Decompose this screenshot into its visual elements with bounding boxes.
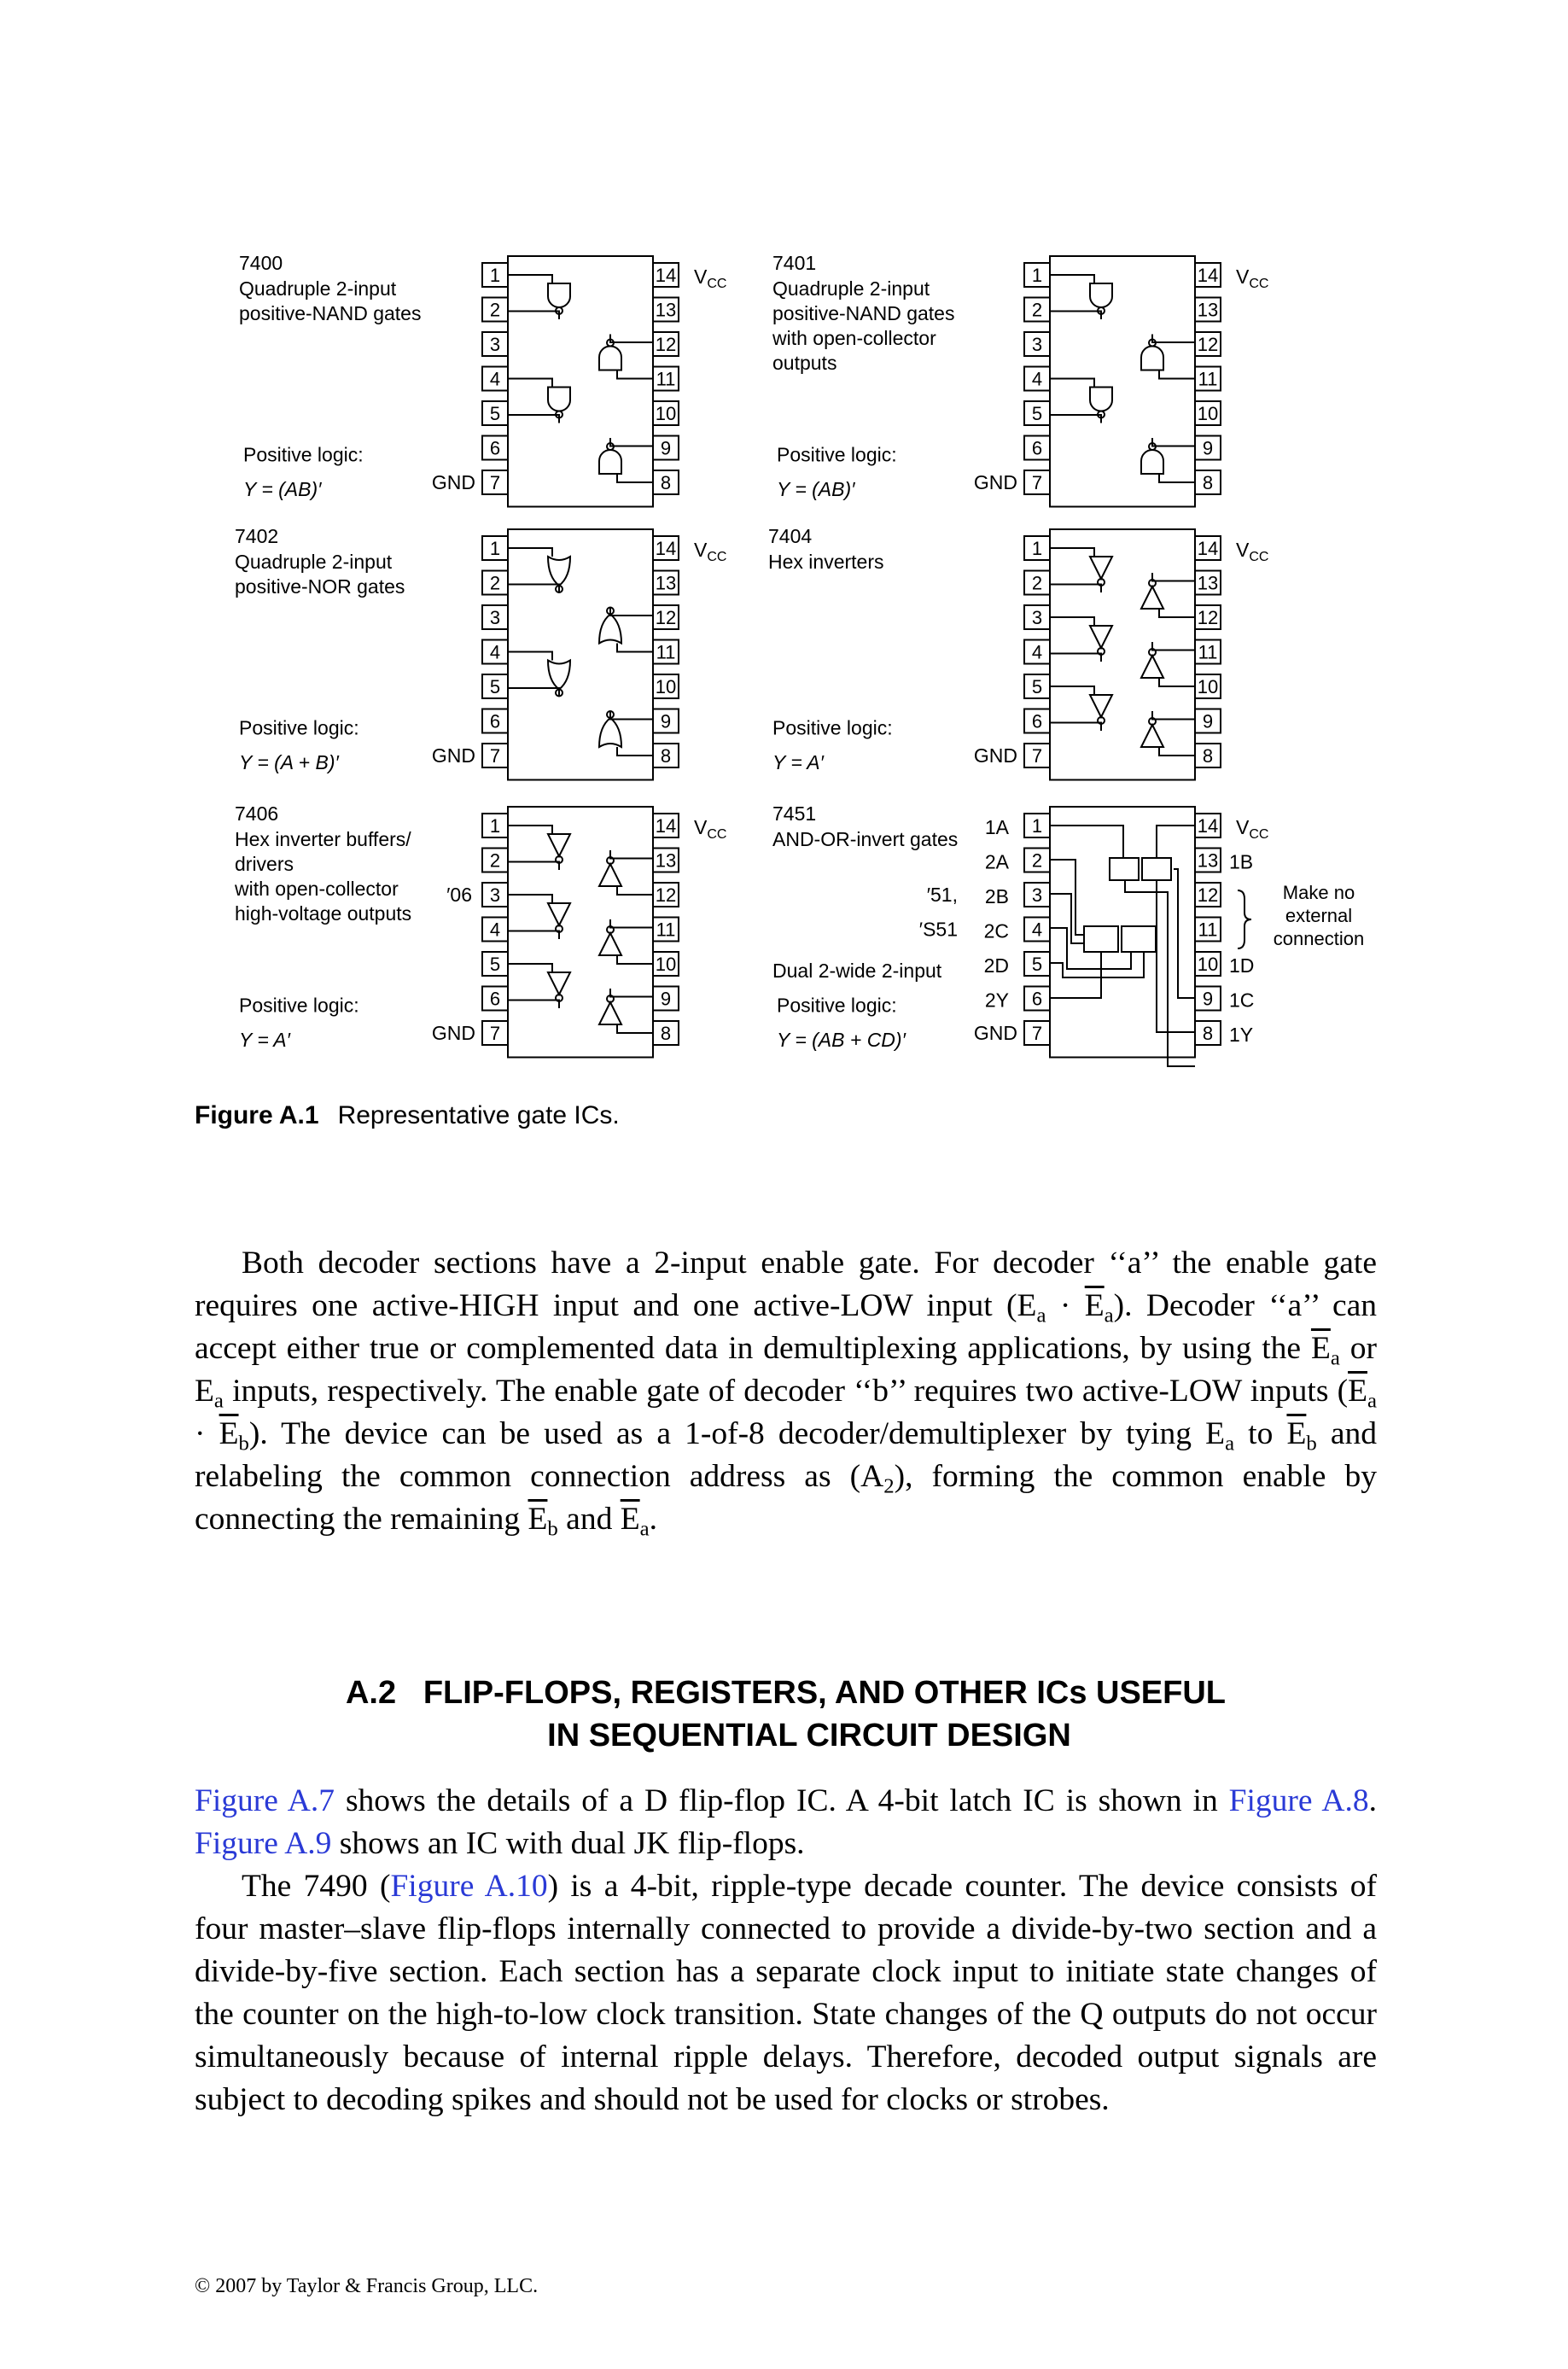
pin-number: 4 (1031, 368, 1043, 390)
ic-number: 7402 (235, 525, 279, 547)
link-figure-a7[interactable]: Figure A.7 (195, 1783, 335, 1818)
pin-number: 7 (1031, 472, 1043, 493)
pin-number: 8 (660, 1023, 672, 1044)
p2-text-3: shows an IC with dual JK flip-flops. (331, 1826, 805, 1861)
pin-number: 9 (1202, 988, 1214, 1010)
pin-number: 9 (1202, 437, 1214, 459)
pin-number: 3 (1031, 334, 1043, 355)
p1-text: Both decoder sections have a 2-input enable gate. For decoder ‘‘a’’ the enable gate requires one active-HIGH input and one active-LOW input $(E_a \cdot \overline{E}_a)$. Decoder ‘‘a’’ can accept either true or complemented data in demultiplexing applications, by using the $\overline{E}_a$ or $E_a$ inputs, respectively. The enable gate of decoder ‘‘b’’ requires two active-LOW inputs $(\overline{E}_a \cdot \overline{E}_b)$. The device can be used as a 1-of-8 decoder/demultiplexer by tying $E_a$ to $\overline{E}_b$ and relabeling the common connection address as $(A_2)$, forming the common enable by connecting the remaining $\overline{E}_b$ and $\overline{E}_a$. (195, 1246, 1378, 1541)
gnd-label: GND (431, 744, 475, 767)
pin-number: 14 (1197, 815, 1219, 837)
ic-7406 (234, 802, 726, 1058)
p3-text-1: The 7490 ( (242, 1869, 391, 1904)
paragraph-figure-refs (195, 1780, 1377, 1865)
pin-number: 9 (660, 710, 672, 732)
pin-number: 9 (660, 437, 672, 459)
ic-number: 7404 (768, 525, 813, 547)
pin-function-label: 1D (1229, 954, 1255, 977)
pin-number: 7 (1031, 745, 1043, 767)
ic-description: high-voltage outputs (235, 902, 412, 925)
vcc-label: $V_{CC}$ (1236, 539, 1269, 564)
ic-description: AND-OR-invert gates (772, 828, 959, 850)
ic-body (508, 807, 653, 1058)
ic-description: positive-NAND gates (239, 302, 422, 324)
vcc-label: $V_{CC}$ (1236, 265, 1269, 291)
ic-description: with open-collector (772, 327, 936, 349)
logic-label: Positive logic: (243, 443, 364, 466)
pin-number: 5 (489, 954, 501, 975)
ic-number: 7451 (772, 802, 817, 825)
section-number: A.2 (345, 1675, 397, 1711)
and-gate (1110, 858, 1139, 880)
pin-number: 13 (1197, 849, 1219, 872)
pin-number: 2 (489, 572, 501, 594)
ic-7402 (235, 525, 726, 780)
pin-number: 5 (489, 403, 501, 424)
ic-body (1050, 529, 1195, 780)
pin-number: 8 (1202, 1023, 1214, 1044)
copyright-footer: © 2007 by Taylor & Francis Group, LLC. (195, 2275, 539, 2297)
pin-number: 7 (489, 472, 501, 493)
variant-label: ′06 (446, 884, 472, 906)
pin-function-label: 2Y (984, 989, 1009, 1012)
ic-description: Quadruple 2-input (239, 277, 397, 300)
ic-description: positive-NOR gates (235, 575, 405, 598)
pin-number: 13 (655, 572, 677, 594)
pin-number: 2 (489, 299, 501, 321)
link-figure-a10[interactable]: Figure A.10 (390, 1869, 548, 1904)
pin-number: 1 (1031, 815, 1043, 837)
section-title-line1: FLIP-FLOPS, REGISTERS, AND OTHER ICs USEFUL (423, 1675, 1227, 1711)
pin-number: 1 (489, 265, 501, 286)
pin-number: 10 (655, 954, 677, 975)
pin-number: 14 (1197, 538, 1219, 559)
and-gate (1122, 926, 1156, 952)
pin-number: 9 (660, 988, 672, 1010)
pin-number: 13 (655, 299, 677, 321)
note-text: Make no (1282, 882, 1355, 903)
pin-number: 11 (1198, 368, 1218, 390)
logic-label: Positive logic: (239, 994, 359, 1017)
pin-number: 1 (1031, 538, 1043, 559)
pin-number: 12 (655, 884, 677, 906)
pin-number: 6 (489, 437, 501, 459)
pin-number: 10 (655, 676, 677, 697)
section-heading (195, 1672, 1377, 1757)
pin-number: 13 (1197, 572, 1219, 594)
gnd-label: GND (431, 471, 475, 493)
note-text: connection (1273, 928, 1365, 949)
logic-label: Positive logic: (777, 443, 897, 466)
link-figure-a9[interactable]: Figure A.9 (195, 1826, 332, 1861)
section-heading-line1 (195, 1672, 1377, 1714)
ic-number: 7400 (239, 252, 283, 274)
pin-number: 6 (1031, 988, 1043, 1010)
figure-caption-label: Figure A.1 (195, 1101, 319, 1129)
pin-function-label: 1B (1229, 850, 1254, 873)
pin-number: 10 (1197, 676, 1219, 697)
pin-number: 12 (655, 334, 677, 355)
pin-function-label: 1C (1229, 989, 1255, 1012)
pin-number: 4 (1031, 641, 1043, 663)
pin-number: 10 (655, 403, 677, 424)
pin-number: 1 (1031, 265, 1043, 286)
ic-description: Hex inverters (768, 551, 884, 573)
gnd-label: GND (431, 1022, 475, 1044)
brace (1238, 890, 1251, 948)
pin-number: 2 (1031, 572, 1043, 594)
pin-number: 8 (1202, 745, 1214, 767)
pin-number: 7 (1031, 1023, 1043, 1044)
logic-expression: Y = (AB + CD)′ (777, 1029, 906, 1051)
pin-number: 2 (489, 849, 501, 872)
pin-number: 3 (489, 334, 501, 355)
pin-number: 8 (660, 745, 672, 767)
pin-number: 5 (489, 676, 501, 697)
pin-number: 9 (1202, 710, 1214, 732)
pin-number: 3 (1031, 884, 1043, 906)
logic-label: Positive logic: (772, 716, 893, 739)
variant-label: ′S51 (918, 918, 958, 941)
pin-function-label: 2B (984, 885, 1009, 907)
ic-7401 (772, 252, 1268, 507)
pin-number: 10 (1197, 954, 1219, 975)
pin-number: 12 (655, 607, 677, 628)
logic-label: Positive logic: (777, 994, 897, 1017)
pin-number: 1 (489, 538, 501, 559)
ic-extra-desc: Dual 2-wide 2-input (772, 960, 942, 982)
pin-number: 7 (489, 745, 501, 767)
pin-number: 11 (1198, 641, 1218, 663)
ic-body (1050, 256, 1195, 507)
paragraph-decoder-enable (195, 1242, 1377, 1541)
logic-expression: Y = (AB)′ (777, 478, 855, 500)
pin-number: 10 (1197, 403, 1219, 424)
pin-function-label: 1A (984, 816, 1009, 838)
p3-text-2: ) is a 4-bit, ripple-type decade counter. The device consists of four master–slave flip-flops internally connected to provide a divide-by-two section and a divide-by-five section. Each section has a separate clock input to initiate state changes of the counter on the high-to-low clock transition. State changes of the Q outputs do not occur simultaneously because of internal ripple delays. Therefore, decoded output signals are subject to decoding spikes and should not be used for clocks or strobes. (195, 1869, 1378, 2117)
logic-expression: Y = A′ (772, 751, 824, 773)
ic-number: 7401 (772, 252, 817, 274)
pin-number: 1 (489, 815, 501, 837)
note-text: external (1285, 905, 1353, 926)
pin-number: 11 (1198, 919, 1218, 941)
and-gate (1084, 926, 1118, 952)
pin-number: 11 (656, 368, 676, 390)
pin-number: 6 (489, 710, 501, 732)
ic-body (508, 256, 653, 507)
pin-number: 2 (1031, 299, 1043, 321)
pin-number: 13 (1197, 299, 1219, 321)
pin-number: 5 (1031, 954, 1043, 975)
pin-number: 2 (1031, 849, 1043, 872)
pin-number: 12 (1197, 607, 1219, 628)
pin-number: 12 (1197, 334, 1219, 355)
pin-number: 11 (656, 919, 676, 941)
gnd-label: GND (973, 744, 1017, 767)
pin-number: 14 (655, 538, 677, 559)
section-heading-line2: IN SEQUENTIAL CIRCUIT DESIGN (547, 1718, 1071, 1753)
pin-number: 3 (1031, 607, 1043, 628)
pin-number: 3 (489, 884, 501, 906)
logic-expression: Y = A′ (239, 1029, 290, 1051)
pin-number: 12 (1197, 884, 1219, 906)
p2-text-2: . (1368, 1783, 1378, 1818)
ic-7404 (768, 525, 1268, 780)
pin-number: 14 (655, 815, 677, 837)
ic-description: with open-collector (235, 878, 399, 900)
link-figure-a8[interactable]: Figure A.8 (1228, 1783, 1369, 1818)
and-gate (1142, 858, 1171, 880)
ic-number: 7406 (235, 802, 279, 825)
ic-description: positive-NAND gates (772, 302, 955, 324)
pin-number: 13 (655, 849, 677, 872)
gnd-label: GND (973, 1022, 1017, 1044)
pin-function-label: 1Y (1229, 1024, 1254, 1046)
ic-7400 (239, 252, 726, 507)
variant-label: ′51, (926, 884, 958, 906)
pin-function-label: 2C (983, 919, 1009, 942)
ic-description: drivers (235, 853, 294, 875)
pin-number: 8 (660, 472, 672, 493)
pin-number: 14 (655, 265, 677, 286)
pin-number: 4 (489, 641, 501, 663)
pin-number: 7 (489, 1023, 501, 1044)
pin-number: 4 (1031, 919, 1043, 941)
vcc-label: $V_{CC}$ (1236, 816, 1269, 842)
pin-number: 11 (656, 641, 676, 663)
ic-7451 (772, 802, 1364, 1066)
pin-number: 8 (1202, 472, 1214, 493)
vcc-label: $V_{CC}$ (694, 539, 727, 564)
pin-number: 4 (489, 368, 501, 390)
ic-description: Quadruple 2-input (772, 277, 930, 300)
pin-number: 6 (489, 988, 501, 1010)
logic-label: Positive logic: (239, 716, 359, 739)
pin-number: 5 (1031, 403, 1043, 424)
vcc-label: $V_{CC}$ (694, 816, 727, 842)
ic-body (508, 529, 653, 780)
pin-function-label: 2A (984, 850, 1009, 873)
pin-number: 3 (489, 607, 501, 628)
gate-ic-figure (0, 0, 1568, 1084)
ic-description: Hex inverter buffers/ (235, 828, 411, 850)
logic-expression: Y = (AB)′ (243, 478, 322, 500)
ic-description: outputs (772, 352, 837, 374)
gnd-label: GND (973, 471, 1017, 493)
paragraph-7490 (195, 1865, 1377, 2121)
pin-number: 6 (1031, 437, 1043, 459)
pin-number: 4 (489, 919, 501, 941)
ic-description: Quadruple 2-input (235, 551, 393, 573)
figure-caption (195, 1101, 620, 1130)
pin-number: 14 (1197, 265, 1219, 286)
figure-caption-text: Representative gate ICs. (337, 1101, 620, 1129)
pin-function-label: 2D (983, 954, 1009, 977)
pin-number: 5 (1031, 676, 1043, 697)
pin-number: 6 (1031, 710, 1043, 732)
logic-expression: Y = (A + B)′ (239, 751, 339, 773)
vcc-label: $V_{CC}$ (694, 265, 727, 291)
p2-text-1: shows the details of a D flip-flop IC. A 4-bit latch IC is shown in (335, 1783, 1229, 1818)
